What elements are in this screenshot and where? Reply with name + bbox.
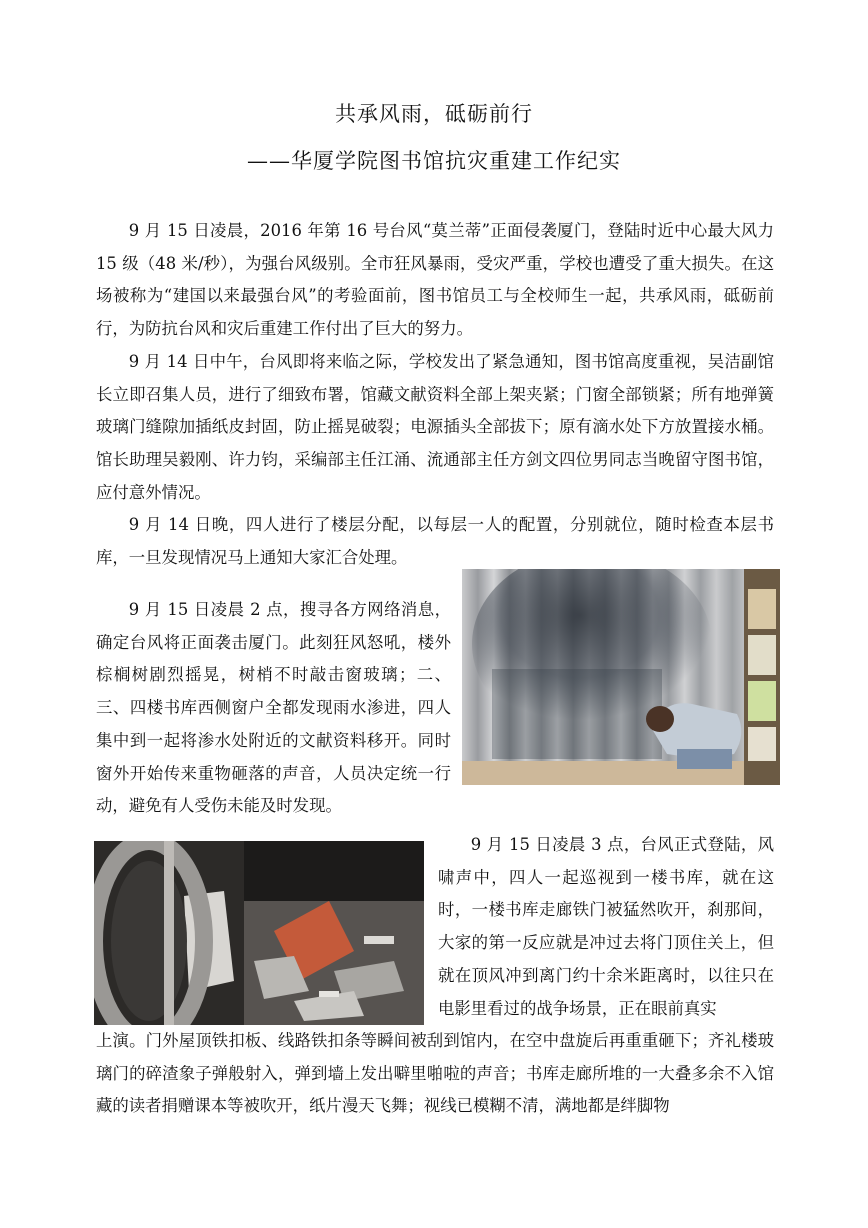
body-right-column: [438, 829, 774, 1025]
body-lower: [96, 1025, 774, 1123]
photo-curtain-graphic: [462, 569, 780, 785]
body-left-column: [96, 594, 451, 823]
paragraph-3am-start: 9 月 15 日凌晨 3 点，台风正式登陆，风啸声中，四人一起巡视到一楼书库，就在这时，一楼书库走廊铁门被猛然吹开，刹那间，大家的第一反应就是冲过去将门顶住关上，但就在顶风冲到离门约十余米距离时，以往只在电影里看过的战争场景，正在眼前真实: [438, 835, 774, 1018]
photo-damaged-floor: [94, 841, 424, 1025]
paragraph-2am: 9 月 15 日凌晨 2 点，搜寻各方网络消息，确定台风将正面袭击厦门。此刻狂风怒吼，楼外棕榈树剧烈摇晃，树梢不时敲击窗玻璃；二、三、四楼书库西侧窗户全都发现雨水渗进，四人集中到一起将渗水处附近的文献资料移开。同时窗外开始传来重物砸落的声音，人员决定统一行动，避免有人受伤未能及时发现。: [96, 600, 451, 816]
paragraph-3am-continued: 上演。门外屋顶铁扣板、线路铁扣条等瞬间被刮到馆内，在空中盘旋后再重重砸下；齐礼楼玻璃门的碎渣象子弹般射入，弹到墙上发出噼里啪啦的声音；书库走廊所堆的一大叠多余不入馆藏的读者捐赠课本等被吹开，纸片漫天飞舞；视线已模糊不清，满地都是绊脚物: [96, 1031, 774, 1116]
body-upper: [96, 215, 774, 575]
photo-curtain-inspection: [462, 569, 780, 785]
paragraph-preparation: 9 月 14 日中午，台风即将来临之际，学校发出了紧急通知，图书馆高度重视，吴洁副馆长立即召集人员，进行了细致布署，馆藏文献资料全部上架夹紧；门窗全部锁紧；所有地弹簧玻璃门缝隙加插纸皮封固，防止摇晃破裂；电源插头全部拔下；原有滴水处下方放置接水桶。馆长助理吴毅刚、许力钧，采编部主任江涌、流通部主任方剑文四位男同志当晚留守图书馆，应付意外情况。: [96, 351, 774, 502]
paragraph-night-assignment: 9 月 14 日晚，四人进行了楼层分配，以每层一人的配置，分别就位，随时检查本层书库，一旦发现情况马上通知大家汇合处理。: [96, 515, 774, 568]
photo-debris-graphic: [94, 841, 424, 1025]
article-title: 共承风雨，砥砺前行: [335, 102, 533, 126]
paragraph-intro: 9 月 15 日凌晨，2016 年第 16 号台风“莫兰蒂”正面侵袭厦门，登陆时近中心最大风力 15 级（48 米/秒），为强台风级别。全市狂风暴雨，受灾严重，学校也遭受了重大损失。在这场被称为“建国以来最强台风”的考验面前，图书馆员工与全校师生一起，共承风雨，砥砺前行，为防抗台风和灾后重建工作付出了巨大的努力。: [96, 221, 774, 339]
article-subtitle: ——华厦学院图书馆抗灾重建工作纪实: [247, 149, 621, 173]
